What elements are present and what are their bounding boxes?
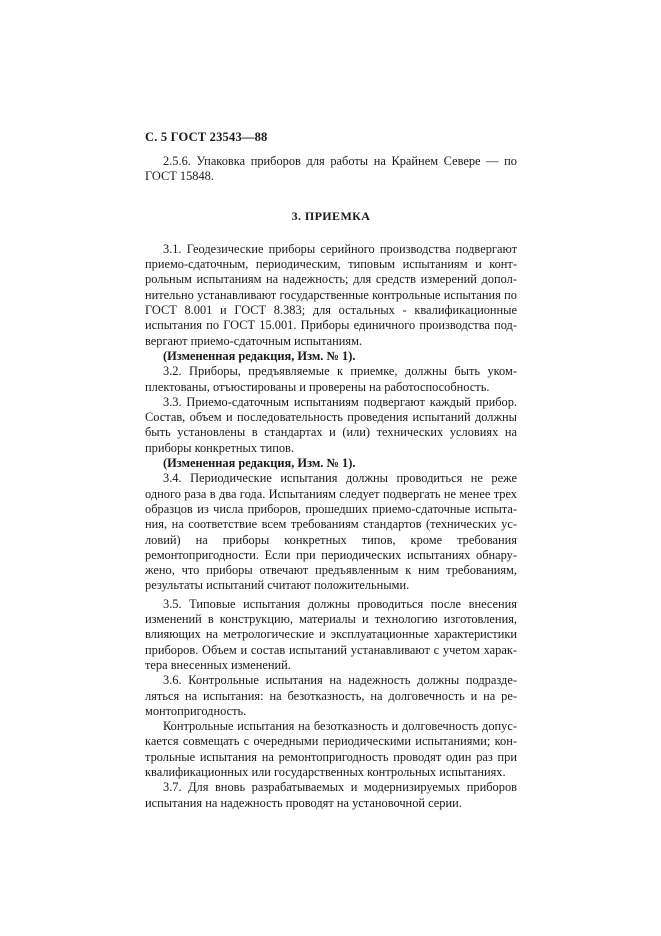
paragraph-3-7: 3.7. Для вновь разрабатываемых и модернизируемых приборов испытания на надежность проводят на установочной серии. xyxy=(145,780,517,810)
paragraph-3-1: 3.1. Геодезические приборы серийного производства подвергают приемо-сдаточным, периодическим, типовым испытаниям и контрольным испытаниям на надежность; для средств измерений дополнительно устанавливают государственные контрольные испытания по ГОСТ 8.001 и ГОСТ 8.383; для остальных - квалификационные испытания по ГОСТ 15.001. Приборы единичного производства подвергают приемо-сдаточным испытаниям. xyxy=(145,241,517,348)
paragraph-3-4: 3.4. Периодические испытания должны проводиться не реже одного раза в два года. Испытаниям следует подвергать не менее трех образцов из числа приборов, прошедших приемо-сдаточные испытания, на соответствие всем требованиям стандартов (технических условий) на приборы конкретных типов, кроме требования ремонтопригодности. Если при периодических испытаниях обнаружено, что приборы отвечают предъявленным к ним требованиям, результаты испытаний считают положительными. xyxy=(145,471,517,593)
edit-note: (Измененная редакция, Изм. № 1). xyxy=(163,348,356,363)
section-title: 3. ПРИЕМКА xyxy=(291,208,371,223)
paragraph-3-5: 3.5. Типовые испытания должны проводиться после внесения изменений в конструкцию, материалы и технологию изготовления, влияющих на метрологические и эксплуатационные характеристики приборов. Объем и состав испытаний устанавливают с учетом характера внесенных изменений. xyxy=(145,596,517,672)
paragraph-3-2: 3.2. Приборы, предъявляемые к приемке, должны быть укомплектованы, отъюстированы и проверены на работоспособность. xyxy=(145,364,517,394)
document-body xyxy=(145,154,517,811)
page-header: С. 5 ГОСТ 23543—88 xyxy=(145,130,268,144)
edit-note: (Измененная редакция, Изм. № 1). xyxy=(163,456,356,471)
paragraph-2-5-6: 2.5.6. Упаковка приборов для работы на Крайнем Севере — по ГОСТ 15848. xyxy=(145,154,517,184)
paragraph-3-3: 3.3. Приемо-сдаточным испытаниям подвергают каждый прибор. Состав, объем и последовательность проведения испытаний должны быть установлены в стандартах и (или) технических условиях на приборы конкретных типов. xyxy=(145,394,517,455)
paragraph-3-6-continued: Контрольные испытания на безотказность и долговечность допускается совмещать с очередными периодическими испытаниями; контрольные испытания на ремонтопригодность проводят один раз при квалификационных или государственных контрольных испытаниях. xyxy=(145,719,517,779)
paragraph-3-6: 3.6. Контрольные испытания на надежность должны подразделяться на испытания: на безотказность, на долговечность и на ремонтопригодность. xyxy=(145,673,517,718)
